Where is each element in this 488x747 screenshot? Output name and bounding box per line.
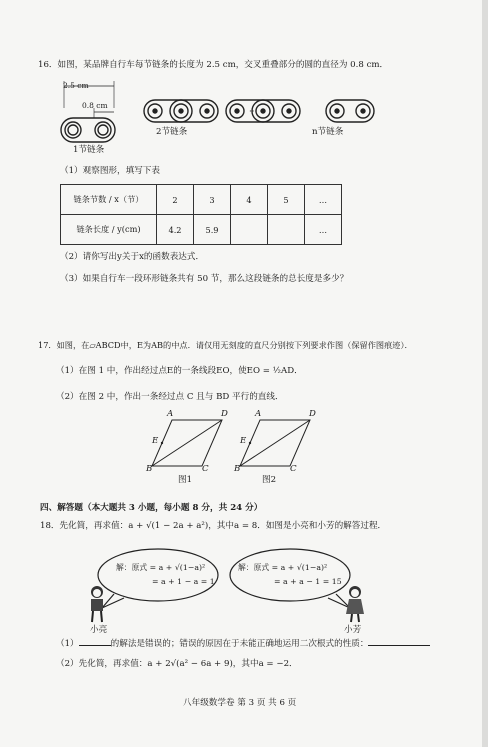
bubble1-line1: 解：原式 = a + √(1−a)² bbox=[116, 563, 206, 572]
q16-sub3: （3）如果自行车一段环形链条共有 50 节，那么这段链条的总长度是多少？ bbox=[60, 274, 349, 284]
point-B-fig1: B bbox=[146, 464, 153, 474]
girl-figure bbox=[342, 584, 368, 624]
page-footer: 八年级数学卷 第 3 页 共 6 页 bbox=[183, 698, 297, 708]
point-C-fig2: C bbox=[290, 464, 297, 474]
boy-figure bbox=[84, 584, 110, 624]
q18-sub1 bbox=[56, 639, 430, 650]
name-xiaofang: 小芳 bbox=[344, 625, 362, 635]
table-cell bbox=[231, 215, 268, 245]
label-1-link: 1节链条 bbox=[73, 145, 105, 155]
fig1-caption: 图1 bbox=[178, 475, 193, 485]
fig2-caption: 图2 bbox=[262, 475, 277, 485]
q18-stem: 18．先化简，再求值：a + √(1 − 2a + a²)，其中a = 8．如图是小亮和小芳的解答过程． bbox=[40, 521, 387, 531]
name-xiaoliang: 小亮 bbox=[90, 625, 108, 635]
table-cell: 4.2 bbox=[157, 215, 194, 245]
point-E-fig1: E bbox=[152, 436, 159, 446]
bike-chain-figure bbox=[56, 78, 406, 158]
point-C-fig1: C bbox=[202, 464, 209, 474]
table-cell: 2 bbox=[157, 185, 194, 215]
table-cell: … bbox=[305, 185, 342, 215]
table-cell: 3 bbox=[194, 185, 231, 215]
page-edge-shadow bbox=[482, 0, 488, 747]
point-A-fig1: A bbox=[167, 409, 174, 419]
bubble2-line2: = a + a − 1 = 15 bbox=[274, 577, 342, 586]
point-A-fig2: A bbox=[255, 409, 262, 419]
q17-sub1: （1）在图 1 中，作出经过点E的一条线段EO，使EO = ½AD． bbox=[56, 366, 303, 376]
bubble2-line1: 解：原式 = a + √(1−a)² bbox=[238, 563, 328, 572]
table-row bbox=[61, 185, 342, 215]
answer-blank-property[interactable] bbox=[368, 645, 430, 646]
table-header-cell: 链条节数 / x（节） bbox=[61, 185, 157, 215]
answer-blank-name[interactable] bbox=[79, 645, 111, 646]
table-row bbox=[61, 215, 342, 245]
point-B-fig2: B bbox=[234, 464, 241, 474]
point-D-fig1: D bbox=[221, 409, 228, 419]
point-D-fig2: D bbox=[309, 409, 316, 419]
table-cell: 5.9 bbox=[194, 215, 231, 245]
table-cell: 4 bbox=[231, 185, 268, 215]
q17-stem: 17．如图，在▱ABCD中，E为AB的中点．请仅用无刻度的直尺分别按下列要求作图（保留作图痕迹）． bbox=[38, 340, 413, 350]
q16-sub1: （1）观察图形，填写下表 bbox=[60, 166, 160, 176]
table-cell: 5 bbox=[268, 185, 305, 215]
section-title: 四、解答题（本大题共 3 小题，每小题 8 分，共 24 分） bbox=[40, 503, 263, 513]
q18-sub1-text: 的解法是错误的；错误的原因在于未能正确地运用二次根式的性质： bbox=[110, 639, 369, 649]
table-header-cell: 链条长度 / y(cm) bbox=[61, 215, 157, 245]
q17-sub2: （2）在图 2 中，作出一条经过点 C 且与 BD 平行的直线． bbox=[56, 392, 284, 402]
label-2-links: 2节链条 bbox=[156, 127, 188, 137]
table-cell: … bbox=[305, 215, 342, 245]
parallelogram-figures bbox=[150, 416, 350, 476]
q16-stem: 16．如图，某品牌自行车每节链条的长度为 2.5 cm，交叉重叠部分的圆的直径为 0.8 cm． bbox=[38, 60, 389, 70]
table-cell bbox=[268, 215, 305, 245]
q18-sub2: （2）先化简，再求值：a + 2√(a² − 6a + 9)，其中a = −2． bbox=[56, 659, 298, 669]
label-n-links: n节链条 bbox=[312, 127, 344, 137]
bubble1-line2: = a + 1 − a = 1 bbox=[152, 577, 215, 586]
dim-circle-diameter: 0.8 cm bbox=[82, 101, 108, 110]
point-E-fig2: E bbox=[240, 436, 247, 446]
ellipsis: ··· bbox=[249, 107, 258, 117]
dim-chain-length: 2.5 cm bbox=[63, 81, 89, 90]
q16-sub2: （2）请你写出y关于x的函数表达式． bbox=[60, 252, 205, 262]
q18-sub1-prefix: （1） bbox=[56, 639, 79, 649]
chain-table bbox=[60, 184, 342, 245]
